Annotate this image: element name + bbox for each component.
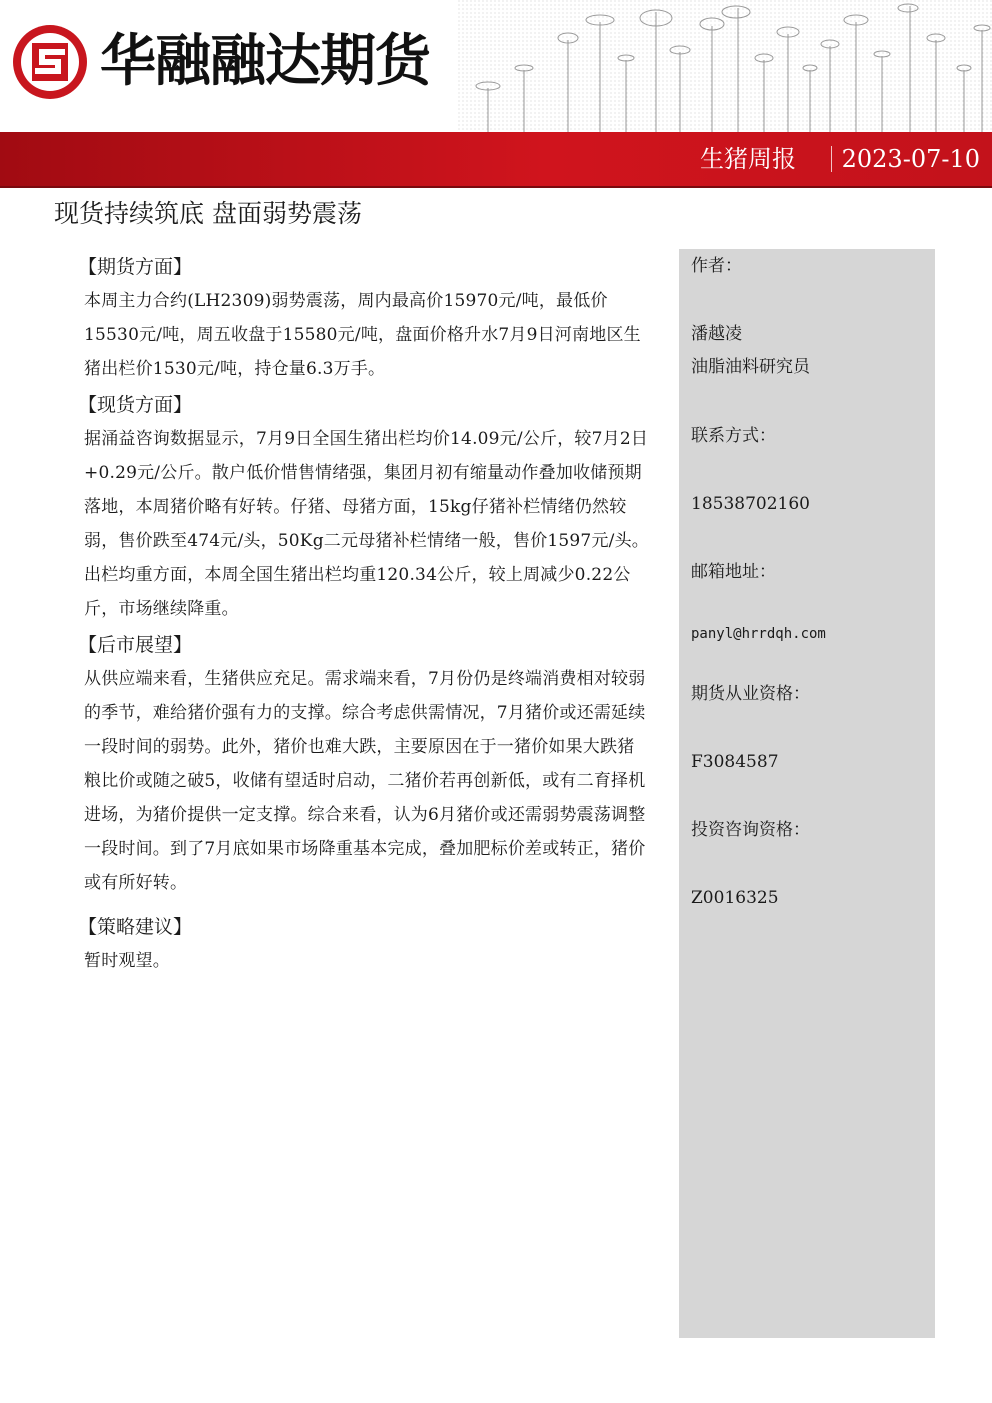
section-text-futures: 本周主力合约(LH2309)弱势震荡，周内最高价15970元/吨，最低价15530元/吨，周五收盘于15580元/吨，盘面价格升水7月9日河南地区生猪出栏价1530元/吨，持仓量6.3万手。 [84,291,641,379]
section-text-strategy: 暂时观望。 [84,951,170,971]
advisory-qualification-number: Z0016325 [691,888,779,908]
banner-divider [831,146,832,172]
author-name: 潘越凌 [691,324,742,344]
section-heading-outlook: 【后市展望】 [78,634,193,656]
company-name: 华融融达期货 [100,29,430,94]
phone-number: 18538702160 [691,494,810,514]
report-type: 生猪周报 [700,145,796,173]
author-title: 油脂油料研究员 [691,357,810,377]
report-banner [0,132,992,188]
author-label: 作者： [691,256,742,276]
contact-label: 联系方式： [691,426,776,446]
email-label: 邮箱地址： [691,562,776,582]
section-text-spot: 据涌益咨询数据显示，7月9日全国生猪出栏均价14.09元/公斤，较7月2日+0.29元/公斤。散户低价惜售情绪强，集团月初有缩量动作叠加收储预期落地，本周猪价略有好转。仔猪、母猪方面，15kg仔猪补栏情绪仍然较弱，售价跌至474元/头，50Kg二元母猪补栏情绪一般，售价1597元/头。出栏均重方面，本周全国生猪出栏均重120.34公斤，较上周减少0.22公斤，市场继续降重。 [84,429,649,619]
email-address[interactable]: panyl@hrrdqh.com [691,626,826,642]
report-date: 2023-07-10 [841,145,980,173]
advisory-qualification-label: 投资咨询资格： [691,820,810,840]
section-text-outlook: 从供应端来看，生猪供应充足。需求端来看，7月份仍是终端消费相对较弱的季节，难给猪价强有力的支撑。综合考虑供需情况，7月猪价或还需延续一段时间的弱势。此外，猪价也难大跌，主要原因在于一猪价如果大跌猪粮比价或随之破5，收储有望适时启动，二猪价若再创新低，或有二育择机进场，为猪价提供一定支撑。综合来看，认为6月猪价或还需弱势震荡调整一段时间。到了7月底如果市场降重基本完成，叠加肥标价差或转正，猪价或有所好转。 [84,669,646,893]
futures-qualification-number: F3084587 [691,752,779,772]
main-content [78,252,650,982]
header-decoration [458,0,992,132]
section-heading-strategy: 【策略建议】 [78,916,193,938]
report-title: 现货持续筑底 盘面弱势震荡 [54,199,362,228]
company-logo-icon [10,22,90,102]
section-heading-spot: 【现货方面】 [78,394,193,416]
author-sidebar [679,249,935,1338]
section-heading-futures: 【期货方面】 [78,256,193,278]
futures-qualification-label: 期货从业资格： [691,684,810,704]
